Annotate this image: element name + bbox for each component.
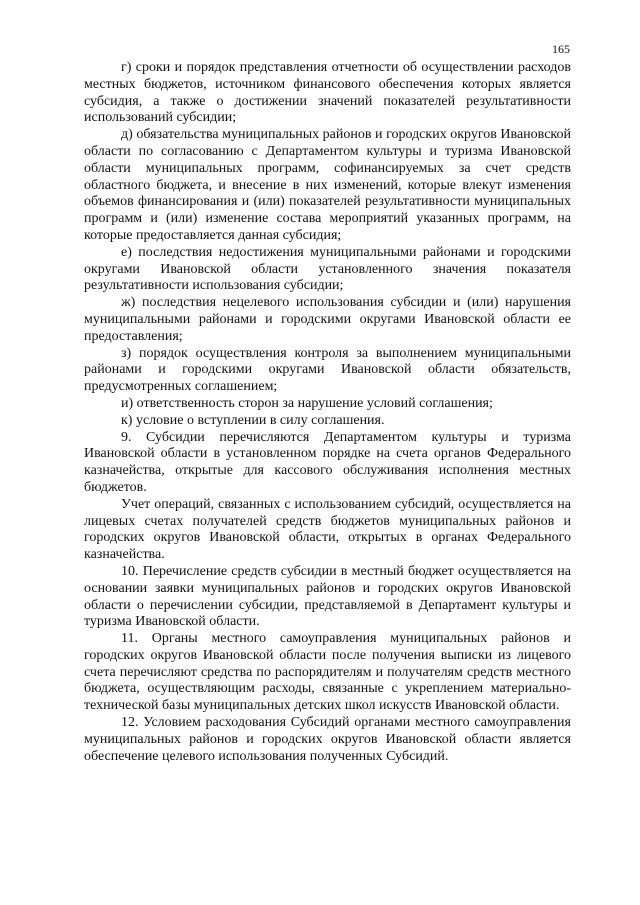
paragraph-z-control: з) порядок осуществления контроля за выполнением муниципальными районами и городскими округами Ивановской области обязательств, предусмотренных соглашением; bbox=[84, 345, 571, 395]
page-number: 165 bbox=[552, 42, 570, 56]
paragraph-9-transfer: 9. Субсидии перечисляются Департаментом культуры и туризма Ивановской области в установленном порядке на счета органов Федерального казначейства, открытые для кассового обслуживания исполнения местных бюджетов. bbox=[84, 429, 571, 495]
paragraph-i-responsibility: и) ответственность сторон за нарушение условий соглашения; bbox=[121, 395, 493, 411]
paragraph-e-non-achievement: е) последствия недостижения муниципальными районами и городскими округами Ивановской области установленного значения показателя результативности использования субсидии; bbox=[84, 244, 571, 294]
paragraph-11-local-authorities: 11. Органы местного самоуправления муниципальных районов и городских округов Ивановской области после получения выписки из лицевого счета перечисляют средства по распорядителям и получателям средств местного бюджета, осуществляющим расходы, связанные с укреплением материально-технической базы муниципальных детских школ искусств Ивановской области. bbox=[84, 631, 571, 714]
paragraph-d-obligations: д) обязательства муниципальных районов и городских округов Ивановской области по согласованию с Департаментом культуры и туризма Ивановской области муниципальных программ, софинансируемых за счет средств областного бюджета, и внесение в них изменений, которые влекут изменения объемов финансирования и (или) показателей результативности муниципальных программ и (или) изменение состава мероприятий указанных программ, на которые предоставляется данная субсидия; bbox=[84, 127, 571, 243]
paragraph-accounting: Учет операций, связанных с использованием субсидий, осуществляется на лицевых счетах получателей средств бюджетов муниципальных районов и городских округов Ивановской области, открытых в органах Федерального казначейства. bbox=[84, 496, 571, 563]
paragraph-g-reporting: г) сроки и порядок представления отчетности об осуществлении расходов местных бюджетов, источником финансового обеспечения которых является субсидия, а также о достижении значений показателей результативности использований субсидии; bbox=[84, 60, 571, 126]
document-body bbox=[84, 60, 571, 765]
paragraph-k-entry-into-force: к) условие о вступлении в силу соглашения. bbox=[121, 412, 385, 428]
paragraph-10-request: 10. Перечисление средств субсидии в местный бюджет осуществляется на основании заявки муниципальных районов и городских округов Ивановской области о перечислении субсидии, представляемой в Департамент культуры и туризма Ивановской области. bbox=[84, 563, 571, 630]
paragraph-zh-misuse: ж) последствия нецелевого использования субсидии и (или) нарушения муниципальными районами и городскими округами Ивановской области ее предоставления; bbox=[84, 295, 571, 344]
paragraph-12-condition: 12. Условием расходования Субсидий органами местного самоуправления муниципальных районов и городских округов Ивановской области является обеспечение целевого использования полученных Субсидий. bbox=[84, 715, 571, 764]
